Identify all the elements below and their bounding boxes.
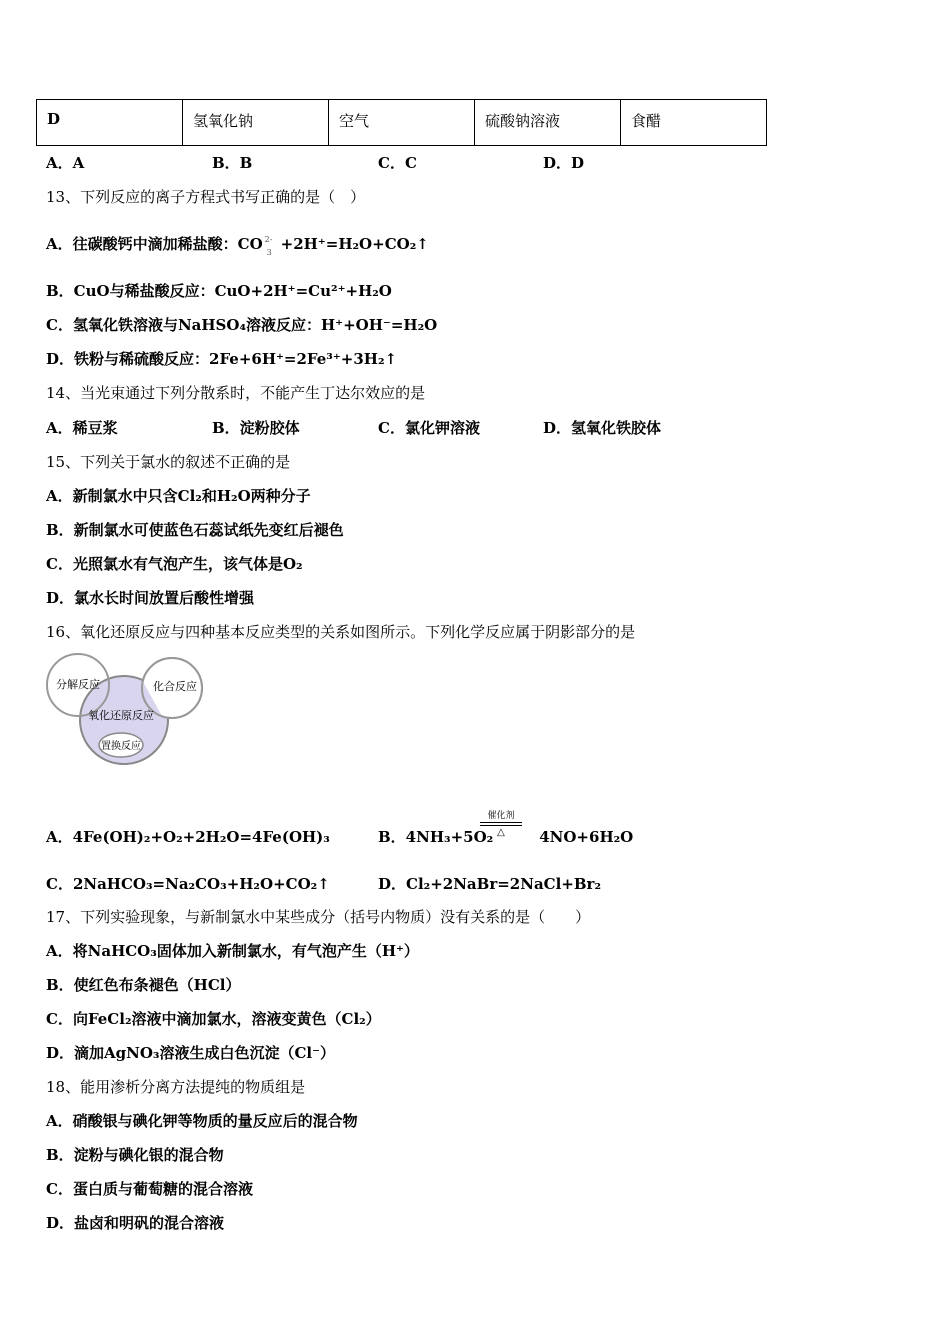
q16-option-c: C．2NaHCO₃=Na₂CO₃+H₂O+CO₂↑ bbox=[46, 875, 330, 893]
q18-option-c: C．蛋白质与葡萄糖的混合溶液 bbox=[46, 1180, 253, 1198]
q18-option-d: D．盐卤和明矾的混合溶液 bbox=[46, 1214, 225, 1232]
q18-option-b: B．淀粉与碘化银的混合物 bbox=[46, 1146, 224, 1164]
q18-stem: 18、能用渗析分离方法提纯的物质组是 bbox=[46, 1078, 306, 1096]
table-cell: 食醋 bbox=[621, 100, 767, 146]
q14-option-d: D．氢氧化铁胶体 bbox=[543, 419, 662, 437]
q15-option-c: C．光照氯水有气泡产生，该气体是O₂ bbox=[46, 555, 303, 573]
venn-label-center: 氧化还原反应 bbox=[88, 709, 154, 722]
q13-a-rest: +2H⁺=H₂O+CO₂↑ bbox=[280, 235, 429, 253]
reaction-condition bbox=[478, 808, 524, 838]
q15-option-a: A．新制氯水中只含Cl₂和H₂O两种分子 bbox=[46, 487, 311, 505]
q16-stem: 16、氧化还原反应与四种基本反应类型的关系如图所示。下列化学反应属于阴影部分的是 bbox=[46, 623, 636, 641]
q15-option-d: D．氯水长时间放置后酸性增强 bbox=[46, 589, 255, 607]
q12-option-c: C．C bbox=[378, 154, 417, 172]
q17-option-b: B．使红色布条褪色（HCl） bbox=[46, 976, 241, 994]
table-cell: 氢氧化钠 bbox=[183, 100, 329, 146]
venn-diagram bbox=[44, 652, 206, 772]
venn-label-inner: 置换反应 bbox=[101, 741, 141, 752]
q16-option-d: D．Cl₂+2NaBr=2NaCl+Br₂ bbox=[378, 875, 602, 893]
q13-option-b: B．CuO与稀盐酸反应：CuO+2H⁺=Cu²⁺+H₂O bbox=[46, 282, 392, 300]
q17-option-a: A．将NaHCO₃固体加入新制氯水，有气泡产生（H⁺） bbox=[46, 942, 419, 960]
venn-label-left: 分解反应 bbox=[56, 678, 100, 691]
q12-option-d: D．D bbox=[543, 154, 585, 172]
table-row bbox=[37, 100, 767, 146]
q13-a-sub: 3 bbox=[266, 248, 272, 257]
q15-stem: 15、下列关于氯水的叙述不正确的是 bbox=[46, 453, 291, 471]
q17-stem: 17、下列实验现象，与新制氯水中某些成分（括号内物质）没有关系的是（ ） bbox=[46, 908, 591, 926]
table-cell: D bbox=[37, 100, 183, 146]
q18-option-a: A．硝酸银与碘化钾等物质的量反应后的混合物 bbox=[46, 1112, 358, 1130]
venn-label-right: 化合反应 bbox=[153, 680, 197, 693]
q13-a-text: A．往碳酸钙中滴加稀盐酸：CO bbox=[46, 235, 263, 253]
q13-option-a bbox=[46, 233, 429, 257]
heat-symbol: △ bbox=[497, 827, 505, 838]
table-cell: 硫酸钠溶液 bbox=[475, 100, 621, 146]
catalyst-label: 催化剂 bbox=[487, 811, 515, 821]
answer-table bbox=[36, 99, 767, 146]
q14-option-a: A．稀豆浆 bbox=[46, 419, 118, 437]
q14-option-c: C．氯化钾溶液 bbox=[378, 419, 480, 437]
q13-option-c: C．氢氧化铁溶液与NaHSO₄溶液反应：H⁺+OH⁻=H₂O bbox=[46, 316, 438, 334]
q14-stem: 14、当光束通过下列分散系时，不能产生丁达尔效应的是 bbox=[46, 384, 426, 402]
q16-option-a: A．4Fe(OH)₂+O₂+2H₂O=4Fe(OH)₃ bbox=[46, 828, 330, 846]
q16-b-products: 4NO+6H₂O bbox=[539, 828, 634, 846]
q12-option-b: B．B bbox=[212, 154, 253, 172]
q13-option-d: D．铁粉与稀硫酸反应：2Fe+6H⁺=2Fe³⁺+3H₂↑ bbox=[46, 350, 398, 368]
q17-option-c: C．向FeCl₂溶液中滴加氯水，溶液变黄色（Cl₂） bbox=[46, 1010, 381, 1028]
q13-a-charge: 2- bbox=[264, 235, 273, 244]
q13-stem: 13、下列反应的离子方程式书写正确的是（ ） bbox=[46, 188, 366, 206]
equals-sign bbox=[480, 822, 522, 826]
q16-b-reactants: B．4NH₃+5O₂ bbox=[378, 828, 494, 846]
table-cell: 空气 bbox=[329, 100, 475, 146]
q17-option-d: D．滴加AgNO₃溶液生成白色沉淀（Cl⁻） bbox=[46, 1044, 336, 1062]
q15-option-b: B．新制氯水可使蓝色石蕊试纸先变红后褪色 bbox=[46, 521, 344, 539]
q14-option-b: B．淀粉胶体 bbox=[212, 419, 300, 437]
q12-option-a: A．A bbox=[46, 154, 85, 172]
